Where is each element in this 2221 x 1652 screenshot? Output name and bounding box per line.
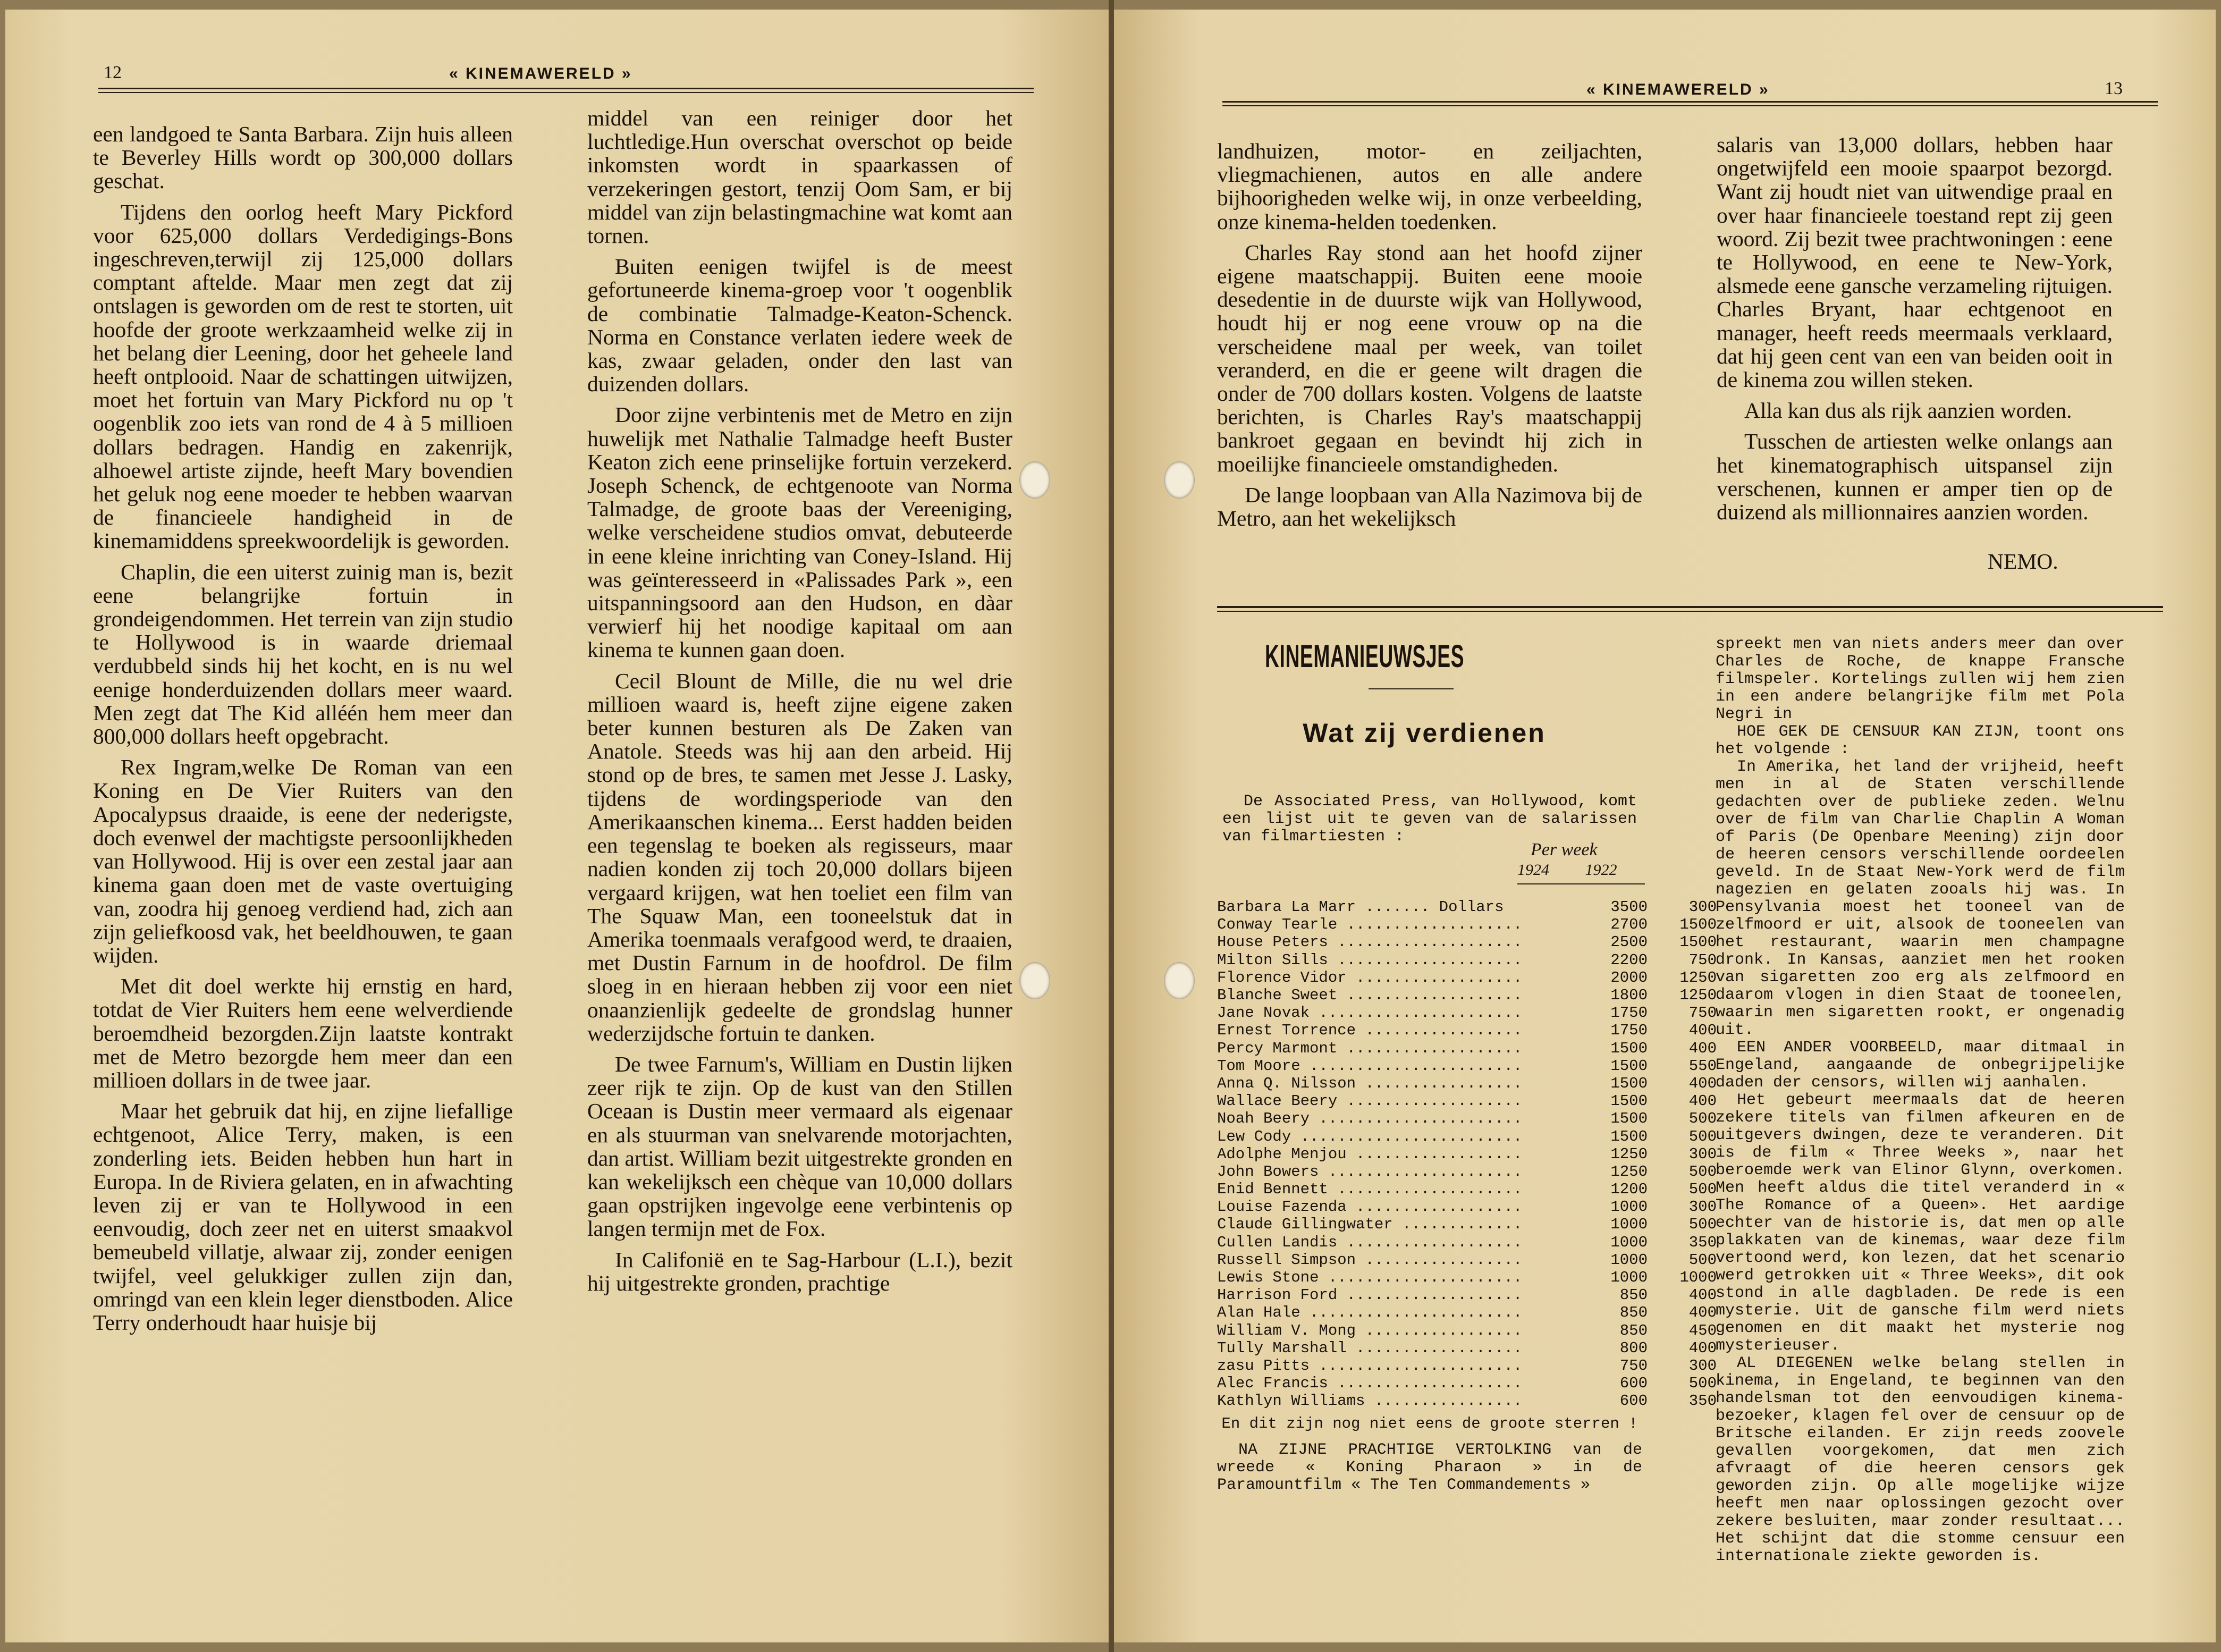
left-page-number: 12: [104, 63, 122, 82]
salary-value: 1750: [1610, 1004, 1648, 1022]
news-text: NA ZIJNE PRACHTIGE VERTOLKING van de wreede « Koning Pharaon » in de Paramountfilm « The Ten Commandements »: [1217, 1441, 1642, 1494]
actor-name: Claude Gillingwater .............: [1217, 1216, 1523, 1234]
author-signature: NEMO.: [1988, 549, 2058, 574]
salary-value: 850: [1619, 1321, 1648, 1339]
intro-text: De Associated Press, van Hollywood, komt een lijst uit te geven van de salarissen van filmartiesten :: [1222, 793, 1637, 846]
section-title: KINEMANIEUWSJES: [1265, 638, 1465, 674]
salary-row: [1217, 1304, 1727, 1321]
actor-name: Blanche Sweet ...................: [1217, 987, 1523, 1005]
paragraph: salaris van 13,000 dollars, hebben haar ongetwijfeld een mooie spaarpot bezorgd. Want zij houdt niet van uitwendige praal en over haar financieele toestand rept zij geen woord. Zij bezit twee prachtwoningen : eene te Hollywood, en eene te New-York, alsmede eene gansche verzameling rijtuigen. Charles Bryant, haar echtgenoot en manager, heeft reeds meermaals verklaard, dat hij geen cent van een van beiden ooit in de kinema zou willen steken.: [1717, 132, 2113, 392]
salary-row: [1217, 951, 1727, 969]
salary-value: 400: [1688, 1092, 1717, 1110]
actor-name: John Bowers .....................: [1217, 1162, 1523, 1181]
salary-row: [1217, 933, 1727, 951]
salary-row: [1217, 1216, 1727, 1233]
salary-row: [1217, 1198, 1727, 1216]
salary-value: 1250: [1679, 968, 1717, 987]
left-column-1: [93, 122, 513, 1334]
salary-row: [1217, 1057, 1727, 1075]
actor-name: Alan Hale .......................: [1217, 1304, 1523, 1322]
paragraph: De twee Farnum's, William en Dustin lijken zeer rijk te zijn. Op de kust van den Stillen Oceaan is Dustin meer vermaard als eigenaar en als stuurman van snelvarende motorjachten, dan artist. William bezit uitgestrekte gronden en kan wekelijksch een chèque van 10,000 dollars gaan opstrijken ingevolge eene verbintenis op langen termijn met de Fox.: [587, 1051, 1012, 1241]
actor-name: William V. Mong .................: [1217, 1321, 1523, 1339]
salary-value: 600: [1619, 1375, 1648, 1393]
salary-row: [1217, 1375, 1727, 1392]
actor-name: Tully Marshall ..................: [1217, 1339, 1523, 1357]
year-1922: 1922: [1585, 861, 1617, 879]
paragraph: Rex Ingram,welke De Roman van een Koning en De Vier Ruiters van den Apocalypsus draaide, is eene der nederigste, doch evenwel der machtigste persoonlijkheden van Hollywood. Hij is over een zestal jaar aan kinema gaan doen met de vaste overtuiging van, zoodra hij genoeg verdiend had, zich aan zijn geliefkoosd vak, het beeldhouwen, te gaan wijden.: [93, 755, 513, 967]
salary-table: [1217, 898, 1727, 1410]
paragraph: In Amerika, het land der vrijheid, heeft men in al de Staten verschillende gedachten over de publieke zeden. Welnu over de film van Charlie Chaplin A Woman of Paris (De Openbare Meening) zijn door de heeren censors verschillende oordeelen geveld. In de Staat New-York werd de film nagezien en gelaten zooals hij was. In Pensylvania moest het tooneel van de zelfmoord er uit, alsook de tooneelen van het restaurant, waarin men champagne dronk. In Kansas, aanziet men het rooken van sigaretten zoo erg als zelfmoord en daarom vlogen in dien Staat de tooneelen, waarin men sigaretten rookt, er ongenadig uit.: [1716, 758, 2125, 1039]
salary-row: [1217, 987, 1727, 1004]
actor-name: Lewis Stone .....................: [1217, 1269, 1523, 1287]
actor-name: Jane Novak ......................: [1217, 1004, 1523, 1022]
salary-value: 1500: [1679, 933, 1717, 951]
actor-name: zasu Pitts ......................: [1217, 1356, 1523, 1375]
paragraph: Door zijne verbintenis met de Metro en zijn huwelijk met Nathalie Talmadge heeft Buster Keaton zich eene prinselijke fortuin verzekerd. Joseph Schenck, de echtgenoote van Norma Talmadge, de groote baas der Vereeniging, welke verscheidene studios omvat, debuteerde in eene kleine inrichting van Coney-Island. Hij was geïnteresseerd in «Palissades Park », een uitspanningsoord aan den Hudson, en dàar verwierf hij het noodige kapitaal om aan kinema te kunnen gaan doen.: [587, 402, 1012, 662]
paragraph: Buiten eenigen twijfel is de meest gefortuneerde kinema-groep voor 't oogenblik de combinatie Talmadge-Keaton-Schenck. Norma en Constance verlaten iedere week de kas, zwaar geladen, onder den last van duizenden dollars.: [587, 254, 1012, 397]
salary-value: 2000: [1610, 968, 1648, 987]
salary-footnote: En dit zijn nog niet eens de groote sterren !: [1221, 1415, 1638, 1432]
salary-row: [1217, 1357, 1727, 1375]
salary-value: 1000: [1610, 1198, 1648, 1216]
punch-hole: [1164, 461, 1195, 499]
salary-row: [1217, 1286, 1727, 1304]
salary-row: [1217, 1075, 1727, 1092]
right-running-header: « KINEMAWERELD »: [1586, 81, 1770, 98]
right-page-number: 13: [2105, 79, 2123, 98]
salary-value: 550: [1688, 1057, 1717, 1075]
paragraph: Tijdens den oorlog heeft Mary Pickford voor 625,000 dollars Verdedigings-Bons ingeschreven,terwijl zij 125,000 dollars comptant aftelde. Maar men zegt dat zij ontslagen is geworden om de rest te storten, uit hoofde der groote werkzaamheid welke zij in het belang dier Leening, door het geheele land heeft ontplooid. Naar de schattingen uitwijzen, moet het fortuin van Mary Pickford nu op 't oogenblik zoo iets van rond de 4 à 5 millioen dollars bedragen. Handig en zakenrijk, alhoewel artiste zijnde, heeft Mary bovendien het geluk nog eene moeder te hebben waarvan de financieele handigheid in de kinemamiddens spreekwoordelijk is geworden.: [93, 199, 513, 553]
salary-row: [1217, 1110, 1727, 1127]
salary-value: 1000: [1610, 1269, 1648, 1287]
actor-name: Ernest Torrence .................: [1217, 1022, 1523, 1040]
salary-value: 850: [1619, 1286, 1648, 1304]
punch-hole: [1019, 962, 1050, 999]
binding-gutter: [1109, 0, 1114, 1652]
year-rule: [1517, 883, 1645, 884]
salary-value: 500: [1688, 1181, 1717, 1199]
actor-name: Adolphe Menjou ..................: [1217, 1145, 1523, 1163]
salary-value: 2700: [1610, 916, 1648, 934]
section-divider: [1217, 606, 2163, 612]
salary-row: [1217, 1251, 1727, 1269]
year-headers: [1517, 861, 1617, 879]
paragraph: Maar het gebruik dat hij, en zijne liefallige echtgenoot, Alice Terry, maken, is een zonderling iets. Beiden hebben hun hart in Europa. In de Riviera gelaten, en in afwachting leven zij er van te Hollywood in een eenvoudig, doch zeer net en uiterst smaakvol bemeubeld villatje, alwaar zij, zonder eenigen twijfel, veel gelukkiger zullen zijn dan, omringd van een klein leger dienstboden. Alice Terry onderhoudt haar huisje bij: [93, 1099, 513, 1335]
actor-name: Florence Vidor ..................: [1217, 968, 1523, 987]
salary-value: 400: [1688, 1339, 1717, 1357]
salary-value: 2500: [1610, 933, 1648, 951]
actor-name: Cullen Landis ...................: [1217, 1233, 1523, 1251]
paragraph: middel van een reiniger door het luchtledige.Hun overschat overschot op beide inkomsten wordt in spaarkassen of verzekeringen gestort, tenzij Oom Sam, er bij middel van zijn belastingmachine wat komt aan tornen.: [587, 106, 1012, 248]
salary-row: [1217, 1022, 1727, 1039]
actor-name: Noah Beery ......................: [1217, 1110, 1523, 1128]
salary-value: 1250: [1679, 987, 1717, 1005]
salary-value: 400: [1688, 1304, 1717, 1322]
salary-value: 1500: [1610, 1092, 1648, 1110]
salary-value: 1750: [1610, 1022, 1648, 1040]
salary-row: [1217, 1040, 1727, 1057]
actor-name: Anna Q. Nilsson .................: [1217, 1074, 1523, 1092]
paragraph: In Califonië en te Sag-Harbour (L.I.), bezit hij uitgestrekte gronden, prachtige: [587, 1247, 1012, 1295]
salary-row: [1217, 1163, 1727, 1181]
paragraph: een landgoed te Santa Barbara. Zijn huis alleen te Beverley Hills wordt op 300,000 dollars geschat.: [93, 122, 513, 193]
salary-row: [1217, 1322, 1727, 1339]
salary-value: 1250: [1610, 1162, 1648, 1181]
actor-name: Conway Tearle ...................: [1217, 916, 1523, 934]
paragraph: spreekt men van niets anders meer dan over Charles de Roche, de knappe Fransche filmspeler. Kortelings zullen wij hem zien in een andere belangrijke film met Pola Negri in: [1716, 635, 2125, 723]
actor-name: Harrison Ford ...................: [1217, 1286, 1523, 1304]
paragraph: Charles Ray stond aan het hoofd zijner eigene maatschappij. Buiten eene mooie desedentie in de duurste wijk van Hollywood, houdt hij er nog eene vrouw op na die verscheidene maal per week, van toilet veranderd, en die er geene wilt dragen die onder de 700 dollars kosten. Volgens de laatste berichten, is Charles Ray's maatschappij bankroet gegaan en bevindt hij zich in moeilijke financieele omstandigheden.: [1217, 240, 1642, 476]
news-item-pharaon: [1217, 1442, 1642, 1494]
salary-row: [1217, 1145, 1727, 1163]
salary-value: 1500: [1610, 1110, 1648, 1128]
salary-value: 750: [1688, 1004, 1717, 1022]
salary-value: 1000: [1610, 1251, 1648, 1269]
salary-row: [1217, 1004, 1727, 1022]
salary-intro: [1222, 793, 1637, 846]
salary-value: 750: [1619, 1356, 1648, 1375]
salary-value: 1500: [1610, 1039, 1648, 1057]
article-title: Wat zij verdienen: [1303, 718, 1546, 748]
salary-row: [1217, 1181, 1727, 1198]
left-running-header: « KINEMAWERELD »: [449, 65, 632, 82]
actor-name: Enid Bennett ....................: [1217, 1181, 1523, 1199]
salary-value: 300: [1688, 1145, 1717, 1163]
salary-row: [1217, 969, 1727, 987]
paragraph: Het gebeurt meermaals dat de heeren zekere titels van filmen afkeuren en de uitgevers dwingen, deze te veranderen. Dit is de film « Three Weeks », naar het beroemde werk van Elinor Glynn, overkomen. Men heeft aldus die titel veranderd in « The Romance of a Queen». Het aardige echter van de historie is, dat men op alle plakkaten van de kinemas, waar deze film vertoond werd, kon lezen, dat het scenario werd getrokken uit « Three Weeks», dit ook stond in alle dagbladen. De rede is een mysterie. Uit de gansche film werd niets genomen en dit maakt het mysterie nog mysterieuser.: [1716, 1091, 2125, 1355]
salary-value: 400: [1688, 1022, 1717, 1040]
salary-value: 1000: [1610, 1233, 1648, 1251]
paragraph: Tusschen de artiesten welke onlangs aan het kinematographisch uitspansel zijn verschenen, kunnen er amper tien op de duizend als millionnaires aanzien worden.: [1717, 429, 2113, 525]
actor-name: Percy Marmont ...................: [1217, 1039, 1523, 1057]
salary-value: 500: [1688, 1110, 1717, 1128]
paragraph: Chaplin, die een uiterst zuinig man is, bezit eene belangrijke fortuin in grondeigendommen. Het terrein van zijn studio te Hollywood is in waarde driemaal verdubbeld sinds hij het kocht, en is nu wel eenige honderduizenden dollars meer waard. Men zegt dat The Kid alléén hem meer dan 800,000 dollars heeft opgebracht.: [93, 559, 513, 749]
actor-name: Milton Sills ....................: [1217, 951, 1523, 969]
salary-value: 500: [1688, 1127, 1717, 1145]
salary-value: 300: [1688, 1356, 1717, 1375]
salary-value: 400: [1688, 1074, 1717, 1092]
salary-value: 350: [1688, 1233, 1717, 1251]
salary-value: 1500: [1610, 1127, 1648, 1145]
salary-row: [1217, 1234, 1727, 1251]
actor-name: Tom Moore .......................: [1217, 1057, 1523, 1075]
actor-name: Alec Francis ....................: [1217, 1375, 1523, 1393]
salary-value: 400: [1688, 1039, 1717, 1057]
punch-hole: [1164, 962, 1195, 999]
paragraph: Met dit doel werkte hij ernstig en hard, totdat de Vier Ruiters hem eene welverdiende beroemdheid bezorgden.Zijn laatste kontrakt met de Metro bezorgde hem meer dan een millioen dollars in de twee jaar.: [93, 974, 513, 1092]
left-header-rule: [98, 88, 1034, 93]
salary-value: 750: [1688, 951, 1717, 969]
left-column-2: [587, 106, 1012, 1295]
actor-name: House Peters ....................: [1217, 933, 1523, 951]
salary-row: [1217, 898, 1727, 916]
salary-row: [1217, 916, 1727, 933]
salary-value: 1500: [1679, 916, 1717, 934]
paragraph: landhuizen, motor- en zeiljachten, vliegmachienen, autos en alle andere bijhoorigheden welke wij, in onze verbeelding, onze kinema-helden toedenken.: [1217, 139, 1642, 234]
title-underline: [1369, 688, 1454, 689]
right-header-rule: [1222, 101, 2158, 106]
salary-value: 1200: [1610, 1181, 1648, 1199]
paragraph: HOE GEK DE CENSUUR KAN ZIJN, toont ons het volgende :: [1716, 723, 2125, 758]
salary-value: 500: [1688, 1216, 1717, 1234]
right-column-2: [1717, 133, 2113, 524]
salary-value: 2200: [1610, 951, 1648, 969]
year-1924: 1924: [1517, 861, 1549, 879]
per-week-label: Per week: [1531, 840, 1598, 859]
salary-value: 500: [1688, 1375, 1717, 1393]
salary-row: [1217, 1092, 1727, 1110]
salary-row: [1217, 1269, 1727, 1286]
salary-value: 300: [1688, 1198, 1717, 1216]
paragraph: AL DIEGENEN welke belang stellen in kinema, in Engeland, te beginnen van den handelsman tot den eenvoudigen kinema-bezoeker, klagen fel over de censuur op de Britsche eilanden. Er zijn reeds zoovele gevallen voorgekomen, dat men zich afvraagt of die heeren censors gek geworden zijn. Op alle mogelijke wijze heeft men naar oplossingen gezocht over zekere besluiten, maar zonder resultaat... Het schijnt dat die stomme censuur een internationale ziekte geworden is.: [1716, 1354, 2125, 1565]
salary-value: 1500: [1610, 1074, 1648, 1092]
paragraph: Alla kan dus als rijk aanzien worden.: [1744, 398, 2072, 423]
salary-value: 400: [1688, 1286, 1717, 1304]
actor-name: Louise Fazenda ..................: [1217, 1198, 1523, 1216]
salary-value: 800: [1619, 1339, 1648, 1357]
news-column: [1716, 636, 2125, 1565]
salary-value: 450: [1688, 1321, 1717, 1339]
actor-name: Wallace Beery ...................: [1217, 1092, 1523, 1110]
actor-name: Lew Cody ........................: [1217, 1127, 1523, 1145]
salary-row: [1217, 1339, 1727, 1357]
actor-name: Russell Simpson .................: [1217, 1251, 1523, 1269]
salary-value: 850: [1619, 1304, 1648, 1322]
salary-value: 3500: [1610, 898, 1648, 916]
salary-value: 350: [1688, 1392, 1717, 1410]
salary-value: 1000: [1610, 1216, 1648, 1234]
actor-name: Kathlyn Williams ................: [1217, 1392, 1523, 1410]
paragraph: Cecil Blount de Mille, die nu wel drie millioen waard is, heeft zijne eigene zaken beter kunnen besturen als De Zaken van Anatole. Steeds was hij aan den arbeid. Hij stond op de bres, te samen met Jesse J. Lasky, tijdens de wordingsperiode van den Amerikaanschen kinema... Eerst hadden beiden een tegenslag te boeken als regisseurs, maar nadien konden zij toch 20,000 dollars bijeen vergaard krijgen, wat hen toeliet een film van The Squaw Man, een tooneelstuk dat in Amerika toenmaals verafgood werd, te draaien, met Dustin Farnum in de hoofdrol. De film sloeg in en hieraan hebben zij voor een niet onaanzienlijk gedeelte de grondslag hunner wederzijdsche fortuin te danken.: [587, 668, 1012, 1046]
salary-value: 1800: [1610, 987, 1648, 1005]
actor-name: Barbara La Marr ....... Dollars: [1217, 898, 1504, 916]
salary-value: 600: [1619, 1392, 1648, 1410]
salary-value: 1500: [1610, 1057, 1648, 1075]
salary-value: 1250: [1610, 1145, 1648, 1163]
salary-row: [1217, 1392, 1727, 1410]
paragraph: De lange loopbaan van Alla Nazimova bij de Metro, aan het wekelijksch: [1217, 482, 1642, 531]
paragraph: EEN ANDER VOORBEELD, maar ditmaal in Engeland, aangaande de onbegrijpelijke daden der censors, willen wij aanhalen.: [1716, 1039, 2125, 1092]
salary-value: 300: [1688, 898, 1717, 916]
salary-value: 500: [1688, 1251, 1717, 1269]
salary-value: 1000: [1679, 1269, 1717, 1287]
salary-row: [1217, 1127, 1727, 1145]
punch-hole: [1019, 461, 1050, 499]
right-column-1: [1217, 139, 1642, 530]
salary-value: 500: [1688, 1162, 1717, 1181]
